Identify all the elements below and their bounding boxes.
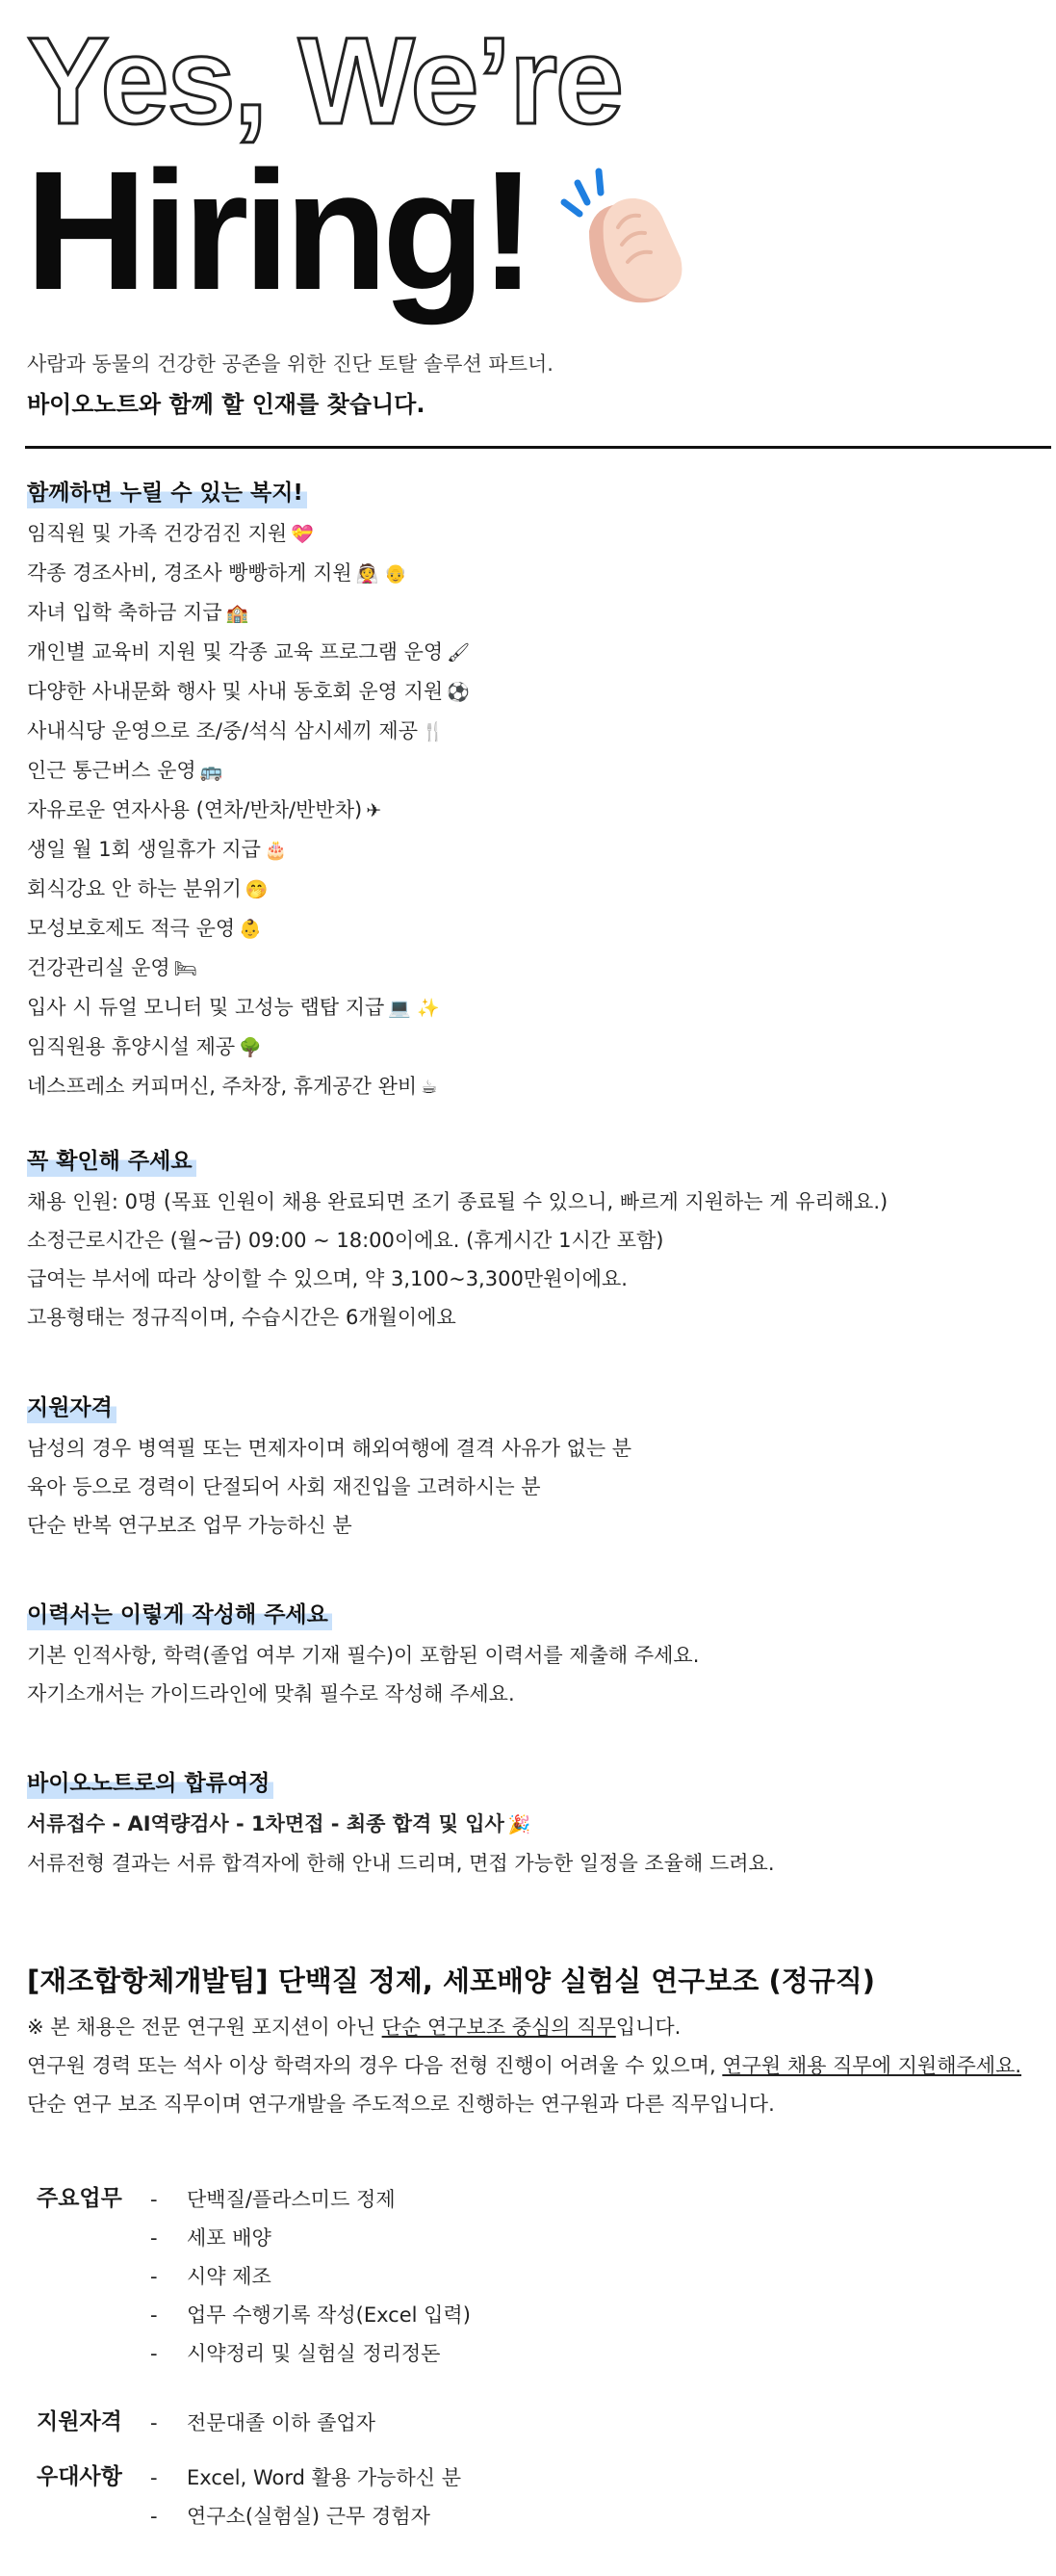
job-notice-text: 입니다. <box>615 2016 682 2039</box>
preferred-label: 우대사항 <box>37 2464 122 2489</box>
header-divider <box>25 446 1051 449</box>
duties-list <box>150 2180 471 2373</box>
qualification-item: 남성의 경우 병역필 또는 면제자이며 해외여행에 결격 사유가 없는 분 <box>27 1437 632 1460</box>
job-notice-emphasis: 연구원 채용 직무에 지원해주세요. <box>722 2054 1022 2077</box>
list-dash: - <box>150 2411 158 2434</box>
preferred-item <box>150 2497 461 2536</box>
process-steps <box>27 1805 775 1844</box>
clapping-hands-icon <box>551 164 695 308</box>
process-heading: 바이오노트로의 합류여정 <box>27 1768 273 1799</box>
benefit-item <box>27 1028 470 1067</box>
preferred-item <box>150 2459 461 2497</box>
list-dash: - <box>150 2226 158 2250</box>
preferred-item-text: Excel, Word 활용 가능하신 분 <box>187 2466 461 2489</box>
benefit-emoji-icon: 🤭 <box>245 879 269 900</box>
requirement-item-text: 전문대졸 이하 졸업자 <box>187 2411 375 2434</box>
party-popper-icon: 🎉 <box>507 1814 531 1835</box>
job-notice-text: 연구원 경력 또는 석사 이상 학력자의 경우 다음 전형 진행이 어려울 수 있으며, <box>27 2054 723 2077</box>
process-steps-text: 서류접수 - AI역량검사 - 1차면접 - 최종 합격 및 입사 <box>27 1812 504 1835</box>
job-title: [재조합항체개발팀] 단백질 정제, 세포배양 실험실 연구보조 (정규직) <box>27 1965 875 1997</box>
benefit-item <box>27 751 470 791</box>
benefit-item <box>27 830 470 870</box>
benefit-emoji-icon: 🍴 <box>422 721 445 742</box>
benefits-list <box>27 514 470 1106</box>
requirements-list <box>150 2404 375 2442</box>
benefit-item <box>27 633 470 672</box>
list-dash: - <box>150 2188 158 2211</box>
benefit-item <box>27 791 470 830</box>
benefit-text: 인근 통근버스 운영 <box>27 759 196 782</box>
process-note: 서류전형 결과는 서류 합격자에 한해 안내 드리며, 면접 가능한 일정을 조율해 드려요. <box>27 1852 775 1875</box>
benefits-heading: 함께하면 누릴 수 있는 복지! <box>27 478 307 508</box>
job-notice-emphasis: 단순 연구보조 중심의 직무 <box>381 2016 616 2039</box>
job-notice-line-2 <box>27 2046 1021 2085</box>
benefit-emoji-icon: 🛏 <box>173 958 197 979</box>
benefit-emoji-icon: 🏫 <box>225 603 249 624</box>
benefit-text: 생일 월 1회 생일휴가 지급 <box>27 838 261 861</box>
benefit-text: 건강관리실 운영 <box>27 956 170 979</box>
benefit-item <box>27 593 470 633</box>
benefit-text: 임직원 및 가족 건강검진 지원 <box>27 522 288 545</box>
benefit-item <box>27 554 470 593</box>
resume-item: 자기소개서는 가이드라인에 맞춰 필수로 작성해 주세요. <box>27 1682 515 1705</box>
job-notice-line-3: 단순 연구 보조 직무이며 연구개발을 주도적으로 진행하는 연구원과 다른 직무입니다. <box>27 2093 775 2116</box>
benefit-text: 자유로운 연자사용 (연차/반차/반반차) <box>27 798 363 821</box>
list-dash: - <box>150 2505 158 2528</box>
qualifications-heading: 지원자격 <box>27 1392 116 1423</box>
benefit-text: 사내식당 운영으로 조/중/석식 삼시세끼 제공 <box>27 719 418 742</box>
duties-label: 주요업무 <box>37 2186 122 2211</box>
notice-item: 채용 인원: 0명 (목표 인원이 채용 완료되면 조기 종료될 수 있으니, 빠르게 지원하는 게 유리해요.) <box>27 1190 889 1213</box>
benefit-emoji-icon: 👰 👴 <box>355 563 408 585</box>
benefit-emoji-icon: 💻 ✨ <box>388 998 440 1019</box>
list-dash: - <box>150 2466 158 2489</box>
requirements-label: 지원자격 <box>37 2409 122 2434</box>
benefit-emoji-icon: 🖌 <box>447 642 471 664</box>
intro-subtitle: 사람과 동물의 건강한 공존을 위한 진단 토탈 솔루션 파트너. <box>27 352 554 376</box>
duty-item <box>150 2296 471 2334</box>
benefit-text: 임직원용 휴양시설 제공 <box>27 1035 236 1058</box>
intro-headline: 바이오노트와 함께 할 인재를 찾습니다. <box>27 391 425 418</box>
duty-item <box>150 2334 471 2373</box>
benefit-emoji-icon: ✈ <box>366 800 382 821</box>
requirement-item <box>150 2404 375 2442</box>
benefit-text: 자녀 입학 축하금 지급 <box>27 601 222 624</box>
benefit-item <box>27 1067 470 1106</box>
notice-item: 급여는 부서에 따라 상이할 수 있으며, 약 3,100~3,300만원이에요. <box>27 1267 628 1290</box>
preferred-list <box>150 2459 461 2536</box>
benefit-item <box>27 988 470 1028</box>
benefit-emoji-icon: 👶 <box>239 919 262 940</box>
benefit-item <box>27 514 470 554</box>
benefit-emoji-icon: 🎂 <box>264 840 288 861</box>
duty-item-text: 업무 수행기록 작성(Excel 입력) <box>187 2303 471 2327</box>
duty-item-text: 단백질/플라스미드 정제 <box>187 2188 396 2211</box>
benefit-text: 네스프레소 커피머신, 주차장, 휴게공간 완비 <box>27 1075 418 1098</box>
benefit-item <box>27 870 470 909</box>
duty-item <box>150 2257 471 2296</box>
qualifications-section <box>27 1392 631 1545</box>
hero-title-solid: Hiring! <box>25 137 531 325</box>
list-dash: - <box>150 2265 158 2288</box>
duty-item-text: 시약정리 및 실험실 정리정돈 <box>187 2342 441 2365</box>
job-notice <box>27 2008 1021 2123</box>
resume-section <box>27 1600 699 1713</box>
benefit-emoji-icon: 🌳 <box>239 1037 262 1058</box>
benefits-section <box>27 478 470 1106</box>
benefit-emoji-icon: ⚽ <box>447 682 470 703</box>
benefit-item <box>27 672 470 712</box>
benefit-text: 각종 경조사비, 경조사 빵빵하게 지원 <box>27 561 352 585</box>
hero-title-outline: Yes, We’re <box>27 13 623 150</box>
benefit-item <box>27 712 470 751</box>
benefit-text: 모성보호제도 적극 운영 <box>27 917 236 940</box>
duty-item-text: 시약 제조 <box>187 2265 271 2288</box>
benefit-item <box>27 909 470 949</box>
list-dash: - <box>150 2342 158 2365</box>
benefit-text: 개인별 교육비 지원 및 각종 교육 프로그램 운영 <box>27 640 444 664</box>
qualification-item: 단순 반복 연구보조 업무 가능하신 분 <box>27 1514 352 1537</box>
job-notice-line-1 <box>27 2008 1021 2046</box>
preferred-item-text: 연구소(실험실) 근무 경험자 <box>187 2505 430 2528</box>
benefit-emoji-icon: 🚌 <box>199 761 223 782</box>
notice-item: 고용형태는 정규직이며, 수습시간은 6개월이에요 <box>27 1306 456 1329</box>
benefit-text: 입사 시 듀얼 모니터 및 고성능 랩탑 지급 <box>27 996 385 1019</box>
benefit-emoji-icon: ☕ <box>421 1077 438 1098</box>
resume-heading: 이력서는 이렇게 작성해 주세요 <box>27 1600 332 1630</box>
benefit-text: 다양한 사내문화 행사 및 사내 동호회 운영 지원 <box>27 680 444 703</box>
duty-item-text: 세포 배양 <box>187 2226 271 2250</box>
qualification-item: 육아 등으로 경력이 단절되어 사회 재진입을 고려하시는 분 <box>27 1475 541 1498</box>
notice-heading: 꼭 확인해 주세요 <box>27 1146 196 1177</box>
resume-item: 기본 인적사항, 학력(졸업 여부 기재 필수)이 포함된 이력서를 제출해 주세요. <box>27 1644 700 1667</box>
benefit-item <box>27 949 470 988</box>
duty-item <box>150 2180 471 2219</box>
notice-item: 소정근로시간은 (월~금) 09:00 ~ 18:00이에요. (휴게시간 1시간 포함) <box>27 1229 664 1252</box>
process-section <box>27 1768 775 1883</box>
benefit-text: 회식강요 안 하는 분위기 <box>27 877 242 900</box>
benefit-emoji-icon: 💝 <box>291 524 314 545</box>
notice-section <box>27 1146 888 1337</box>
duty-item <box>150 2219 471 2257</box>
job-notice-text: ※ 본 채용은 전문 연구원 포지션이 아닌 <box>27 2016 382 2039</box>
list-dash: - <box>150 2303 158 2327</box>
